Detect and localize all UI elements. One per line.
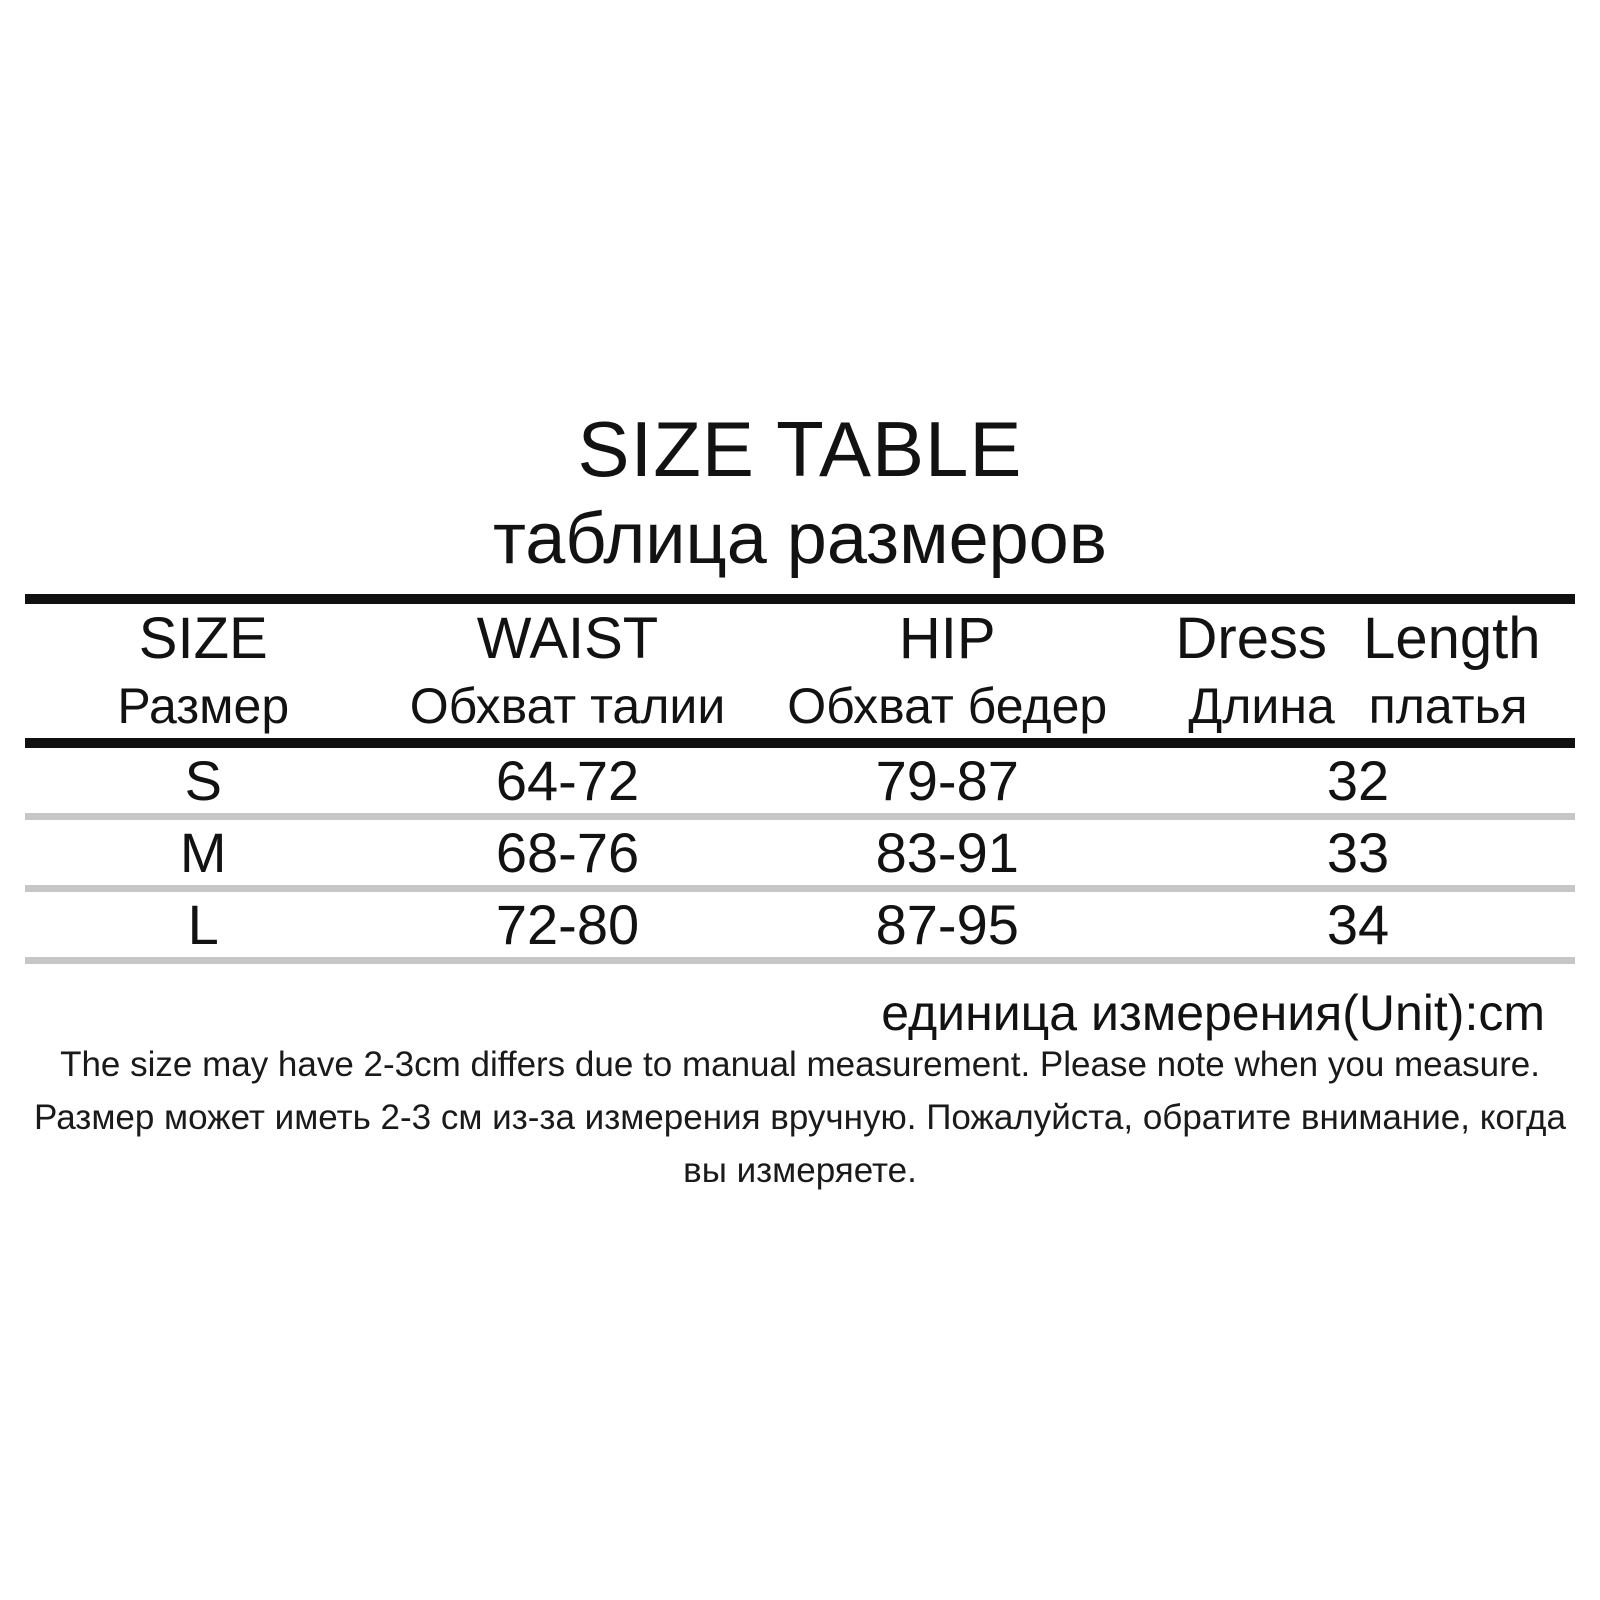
cell-hip: 79-87 [875, 749, 1019, 812]
table-row-l [25, 889, 1575, 961]
size-table-body [25, 743, 1575, 961]
disclaimer-line-ru-1: Размер может иметь 2-3 см из-за измерения вручную. Пожалуйста, обратите внимание, когда [34, 1098, 1566, 1137]
size-table [25, 594, 1575, 964]
table-row-m [25, 817, 1575, 889]
disclaimer-line-en: The size may have 2-3cm differs due to manual measurement. Please note when you measure. [60, 1045, 1540, 1084]
cell-dress-length: 33 [1326, 821, 1390, 884]
col-header-hip-ru: Обхват бедер [787, 677, 1108, 734]
page-title: SIZE TABLE [577, 405, 1023, 493]
table-row-s [25, 743, 1575, 817]
cell-waist: 68-76 [495, 821, 640, 884]
cell-hip: 83-91 [875, 821, 1019, 884]
cell-dress-length: 34 [1326, 893, 1390, 956]
col-header-size-ru: Размер [117, 677, 290, 734]
col-header-hip-en: HIP [898, 606, 996, 671]
col-header-size-en: SIZE [138, 606, 268, 671]
cell-waist: 72-80 [495, 893, 640, 956]
col-header-dress-length-ru: Длина платья [1188, 677, 1528, 734]
cell-size: L [187, 893, 219, 956]
size-table-header [25, 599, 1575, 743]
page-subtitle: таблица размеров [493, 499, 1107, 579]
disclaimer-line-ru-2: вы измеряете. [683, 1151, 917, 1190]
header-row-en [25, 599, 1575, 673]
cell-hip: 87-95 [875, 893, 1019, 956]
col-header-dress-length-en: Dress Length [1175, 606, 1541, 671]
cell-dress-length: 32 [1326, 749, 1390, 812]
col-header-waist-en: WAIST [476, 606, 659, 671]
unit-note: единица измерения(Unit):cm [881, 985, 1545, 1041]
cell-waist: 64-72 [495, 749, 640, 812]
disclaimer [0, 1038, 1600, 1197]
cell-size: M [179, 821, 227, 884]
header-row-ru [25, 673, 1575, 743]
cell-size: S [184, 749, 222, 812]
col-header-waist-ru: Обхват талии [409, 677, 726, 734]
